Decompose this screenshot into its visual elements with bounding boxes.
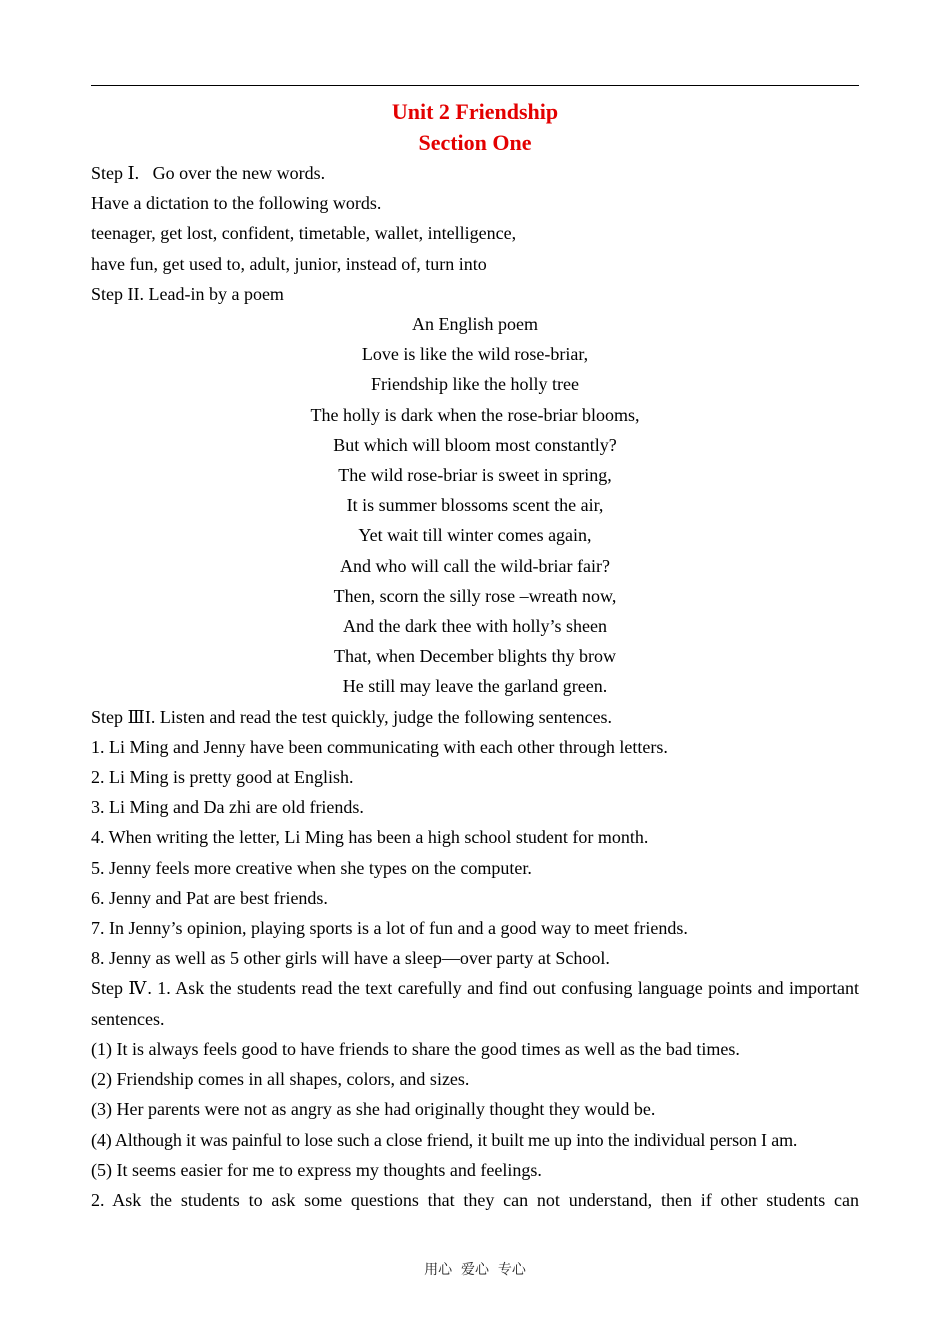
- language-point: (3) Her parents were not as angry as she had originally thought they would be.: [91, 1099, 656, 1120]
- poem-line: That, when December blights thy brow: [334, 646, 616, 667]
- vocab-line-2: have fun, get used to, adult, junior, instead of, turn into: [91, 253, 487, 274]
- judge-sentence: 8. Jenny as well as 5 other girls will have a sleep—over party at School.: [91, 948, 610, 969]
- poem-line: But which will bloom most constantly?: [333, 434, 617, 455]
- page-footer: 用心 爱心 专心: [424, 1262, 526, 1278]
- poem-line: Yet wait till winter comes again,: [358, 525, 592, 546]
- judge-sentence: 7. In Jenny’s opinion, playing sports is a lot of fun and a good way to meet friends.: [91, 918, 688, 939]
- header-rule: [91, 85, 859, 86]
- step3-heading: Step ⅢI. Listen and read the test quickly, judge the following sentences.: [91, 706, 613, 727]
- poem-line: The wild rose-briar is sweet in spring,: [338, 465, 612, 486]
- judge-sentence: 1. Li Ming and Jenny have been communicating with each other through letters.: [91, 736, 668, 757]
- poem-line: He still may leave the garland green.: [342, 676, 608, 697]
- vocab-line-1: teenager, get lost, confident, timetable, wallet, intelligence,: [91, 223, 517, 244]
- judge-sentence: 3. Li Ming and Da zhi are old friends.: [91, 797, 364, 818]
- document-body: [91, 96, 859, 1215]
- step4-item2: 2. Ask the students to ask some questions that they can not understand, then if other students can: [91, 1189, 859, 1210]
- poem-line: And the dark thee with holly’s sheen: [343, 616, 607, 637]
- step2-heading: Step II. Lead-in by a poem: [91, 283, 284, 304]
- poem-line: Friendship like the holly tree: [371, 374, 579, 395]
- step1-instruction: Have a dictation to the following words.: [91, 193, 382, 214]
- step4-intro: Step Ⅳ. 1. Ask the students read the text carefully and find out confusing language points and important sentences.: [91, 978, 859, 1029]
- judge-sentence: 4. When writing the letter, Li Ming has been a high school student for month.: [91, 827, 649, 848]
- section-title: Section One: [418, 130, 532, 155]
- language-point: (1) It is always feels good to have friends to share the good times as well as the bad times.: [91, 1038, 740, 1059]
- unit-title: Unit 2 Friendship: [391, 99, 559, 124]
- poem-title: An English poem: [412, 314, 538, 335]
- poem-line: The holly is dark when the rose-briar blooms,: [310, 404, 640, 425]
- judge-sentence: 2. Li Ming is pretty good at English.: [91, 767, 354, 788]
- poem-line: And who will call the wild-briar fair?: [340, 555, 610, 576]
- poem-line: Then, scorn the silly rose –wreath now,: [333, 585, 617, 606]
- language-point: (4) Although it was painful to lose such a close friend, it built me up into the individual person I am.: [91, 1129, 798, 1150]
- judge-sentence: 5. Jenny feels more creative when she types on the computer.: [91, 857, 532, 878]
- language-point: (2) Friendship comes in all shapes, colors, and sizes.: [91, 1069, 470, 1090]
- poem-line: It is summer blossoms scent the air,: [346, 495, 604, 516]
- language-point: (5) It seems easier for me to express my thoughts and feelings.: [91, 1159, 542, 1180]
- step1-heading: Step Ⅰ. Go over the new words.: [91, 163, 326, 183]
- judge-sentence: 6. Jenny and Pat are best friends.: [91, 887, 328, 908]
- poem-line: Love is like the wild rose-briar,: [361, 344, 589, 365]
